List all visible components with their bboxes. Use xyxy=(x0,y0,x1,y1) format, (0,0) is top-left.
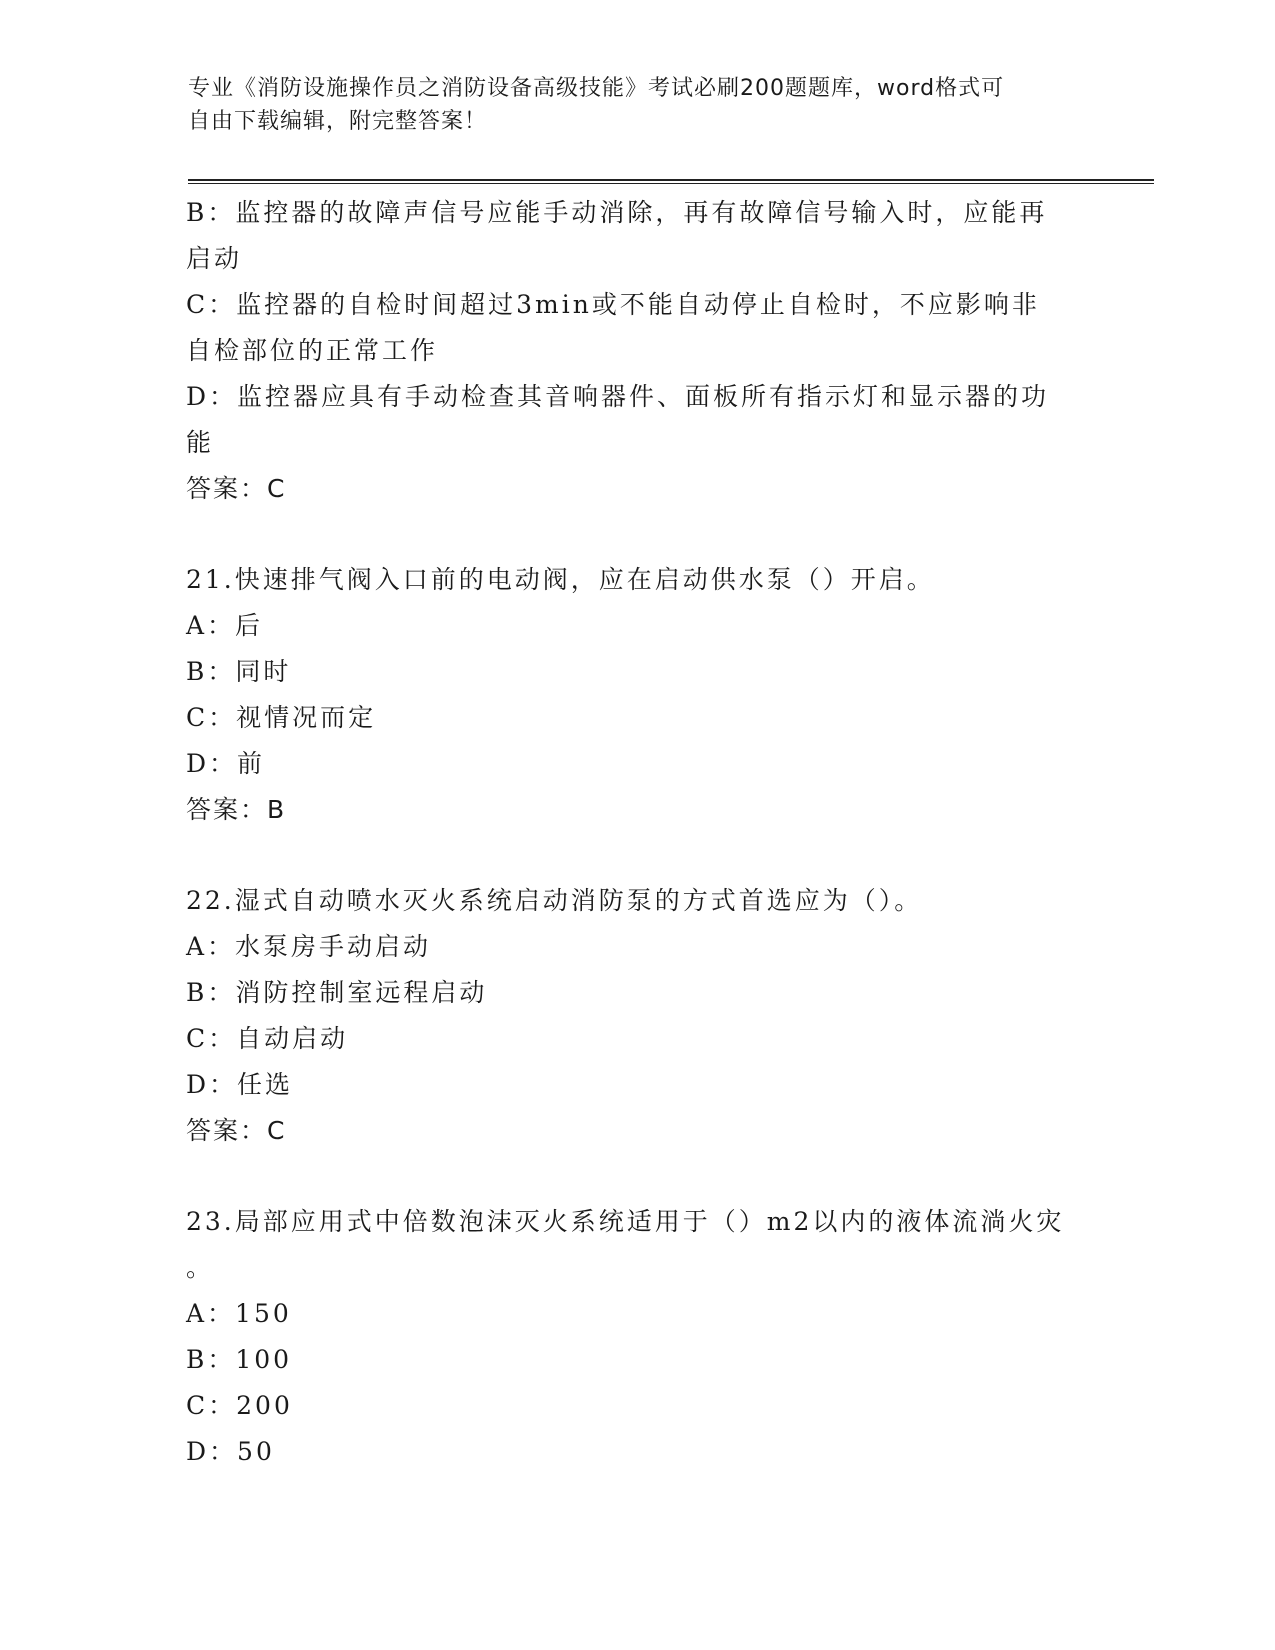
header-divider xyxy=(188,179,1154,184)
spacer xyxy=(186,1154,1086,1199)
option-b-line-2: 启动 xyxy=(186,244,243,273)
option-b: B：同时 xyxy=(186,657,292,686)
spacer xyxy=(186,833,1086,878)
document-header xyxy=(188,72,1068,138)
option-b: B：消防控制室远程启动 xyxy=(186,978,488,1007)
answer: 答案：B xyxy=(186,795,287,824)
option-c: C：自动启动 xyxy=(186,1024,349,1053)
option-c-line-2: 自检部位的正常工作 xyxy=(186,336,439,365)
question-20-tail xyxy=(186,190,1086,512)
option-c: C：200 xyxy=(186,1391,293,1420)
header-title-line-2: 自由下载编辑，附完整答案！ xyxy=(188,109,488,134)
answer: 答案：C xyxy=(186,474,287,503)
question-stem-line-2: 。 xyxy=(186,1253,215,1282)
question-21 xyxy=(186,557,1086,833)
option-a: A：后 xyxy=(186,611,264,640)
header-title-line-1: 专业《消防设施操作员之消防设备高级技能》考试必刷200题题库，word格式可 xyxy=(188,76,1005,101)
option-d: D：任选 xyxy=(186,1070,294,1099)
answer: 答案：C xyxy=(186,1116,287,1145)
question-stem-line-1: 23.局部应用式中倍数泡沫灭火系统适用于（）m2以内的液体流淌火灾 xyxy=(186,1207,1065,1236)
option-c: C：视情况而定 xyxy=(186,703,377,732)
option-d: D：50 xyxy=(186,1437,275,1466)
option-a: A：水泵房手动启动 xyxy=(186,932,432,961)
question-stem: 21.快速排气阀入口前的电动阀，应在启动供水泵（）开启。 xyxy=(186,565,935,594)
option-c-line-1: C：监控器的自检时间超过3min或不能自动停止自检时，不应影响非 xyxy=(186,290,1040,319)
question-23 xyxy=(186,1199,1086,1475)
spacer xyxy=(186,512,1086,557)
question-22 xyxy=(186,878,1086,1154)
option-d-line-1: D：监控器应具有手动检查其音响器件、面板所有指示灯和显示器的功 xyxy=(186,382,1050,411)
option-d-line-2: 能 xyxy=(186,428,215,457)
question-list xyxy=(186,190,1086,1475)
option-b: B：100 xyxy=(186,1345,293,1374)
question-stem: 22.湿式自动喷水灭火系统启动消防泵的方式首选应为（）。 xyxy=(186,886,923,915)
option-d: D：前 xyxy=(186,749,266,778)
option-b-line-1: B：监控器的故障声信号应能手动消除，再有故障信号输入时，应能再 xyxy=(186,198,1048,227)
option-a: A：150 xyxy=(186,1299,292,1328)
